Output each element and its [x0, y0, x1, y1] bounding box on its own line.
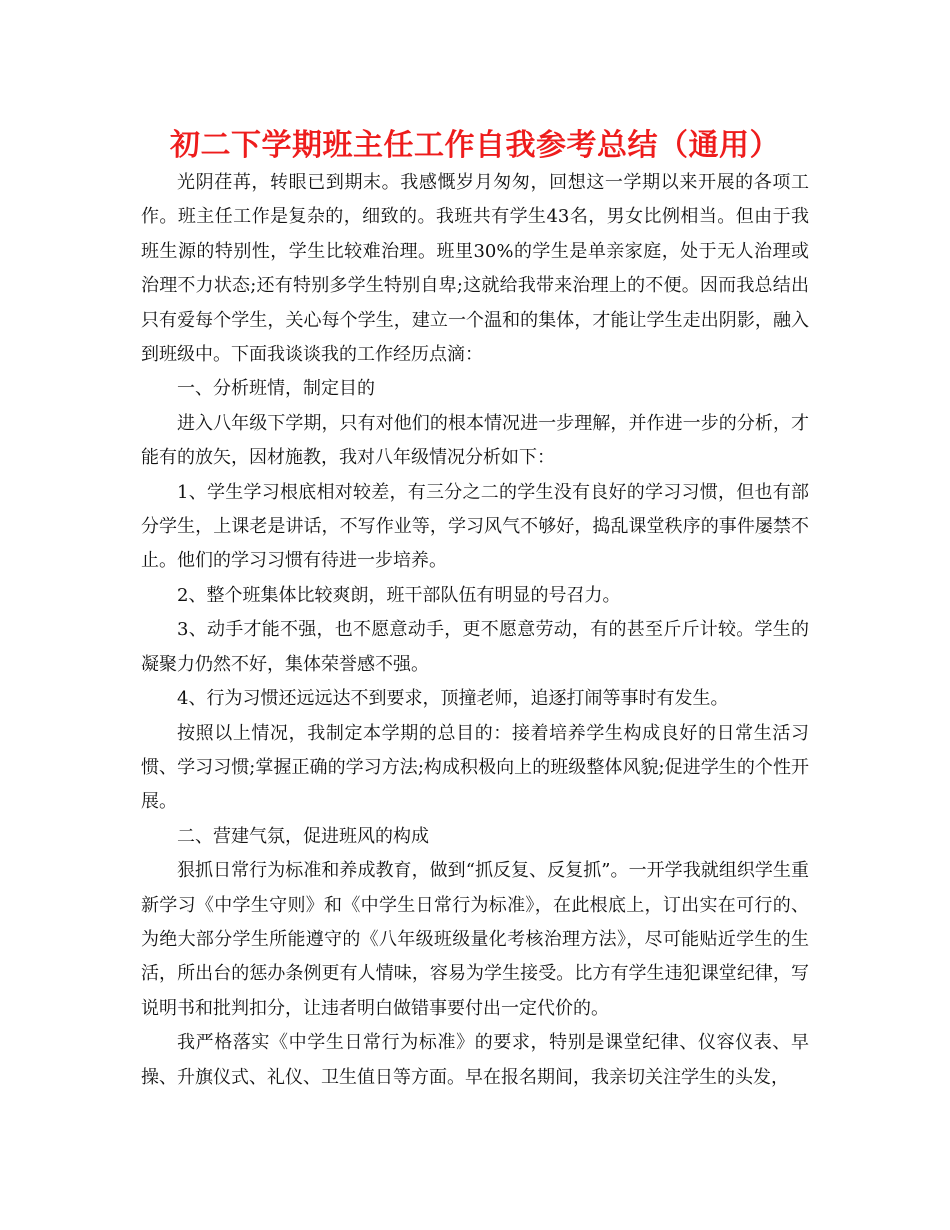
list-item-2: 2、整个班集体比较爽朗，班干部队伍有明显的号召力。: [177, 584, 621, 606]
paragraph-goals: 按照以上情况，我制定本学期的总目的：接着培养学生构成良好的日常生活习惯、学习习惯;掌握正确的学习方法;构成积极向上的班级整体风貌;促进学生的个性开展。: [141, 722, 809, 813]
paragraph-analysis: 进入八年级下学期，只有对他们的根本情况进一步理解，并作进一步的分析，才能有的放矢，因材施教，我对八年级情况分析如下：: [141, 412, 809, 469]
section-heading-1: 一、分析班情，制定目的: [177, 378, 375, 400]
paragraph-regulations: 狠抓日常行为标准和养成教育，做到“抓反复、反复抓”。一开学我就组织学生重新学习《中学生守则》和《中学生日常行为标准》，在此根底上，订出实在可行的、为绝大部分学生所能遵守的《八年级班级量化考核治理方法》，尽可能贴近学生的生活，所出台的惩办条例更有人情味，容易为学生接受。比方有学生违犯课堂纪律，写说明书和批判扣分，让违者明白做错事要付出一定代价的。: [141, 860, 809, 1019]
list-item-1: 1、学生学习根底相对较差，有三分之二的学生没有良好的学习习惯，但也有部分学生，上课老是讲话，不写作业等，学习风气不够好，捣乱课堂秩序的事件屡禁不止。他们的学习习惯有待进一步培养。: [141, 481, 809, 572]
document-title: 初二下学期班主任工作自我参考总结（通用）: [170, 128, 780, 163]
paragraph-intro: 光阴荏苒，转眼已到期末。我感慨岁月匆匆，回想这一学期以来开展的各项工作。班主任工作是复杂的，细致的。我班共有学生43名，男女比例相当。但由于我班生源的特别性，学生比较难治理。班里30%的学生是单亲家庭，处于无人治理或治理不力状态;还有特别多学生特别自卑;这就给我带来治理上的不便。因而我总结出只有爱每个学生，关心每个学生，建立一个温和的集体，才能让学生走出阴影，融入到班级中。下面我谈谈我的工作经历点滴：: [141, 172, 809, 366]
document-body: [141, 166, 809, 1095]
section-heading-2: 二、营建气氛，促进班风的构成: [177, 825, 429, 847]
list-item-3: 3、动手才能不强，也不愿意动手，更不愿意劳动，有的甚至斤斤计较。学生的凝聚力仍然不好，集体荣誉感不强。: [141, 619, 809, 675]
list-item-4: 4、行为习惯还远远达不到要求，顶撞老师，追逐打闹等事时有发生。: [177, 688, 729, 710]
paragraph-implementation: 我严格落实《中学生日常行为标准》的要求，特别是课堂纪律、仪容仪表、早操、升旗仪式、礼仪、卫生值日等方面。早在报名期间，我亲切关注学生的头发，: [141, 1032, 809, 1088]
